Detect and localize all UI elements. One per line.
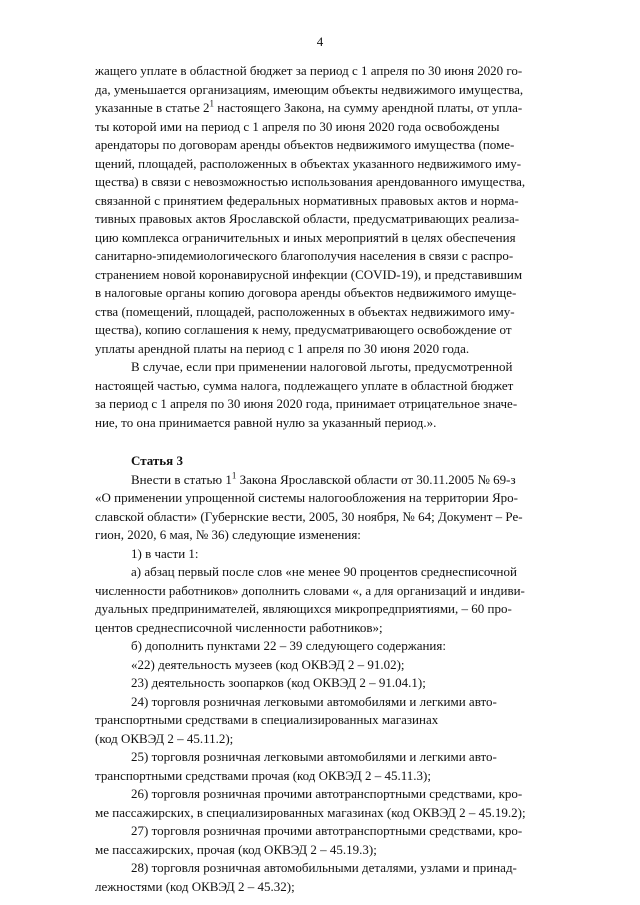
text-line: настоящей частью, сумма налога, подлежащего уплате в областной бюджет — [95, 377, 514, 393]
list-item: б) дополнить пунктами 22 – 39 следующего содержания: — [131, 638, 446, 653]
text-line: гион, 2020, 6 мая, № 36) следующие изменения: — [95, 527, 361, 542]
superscript: 1 — [209, 98, 215, 109]
text-line: «О применении упрощенной системы налогообложения на территории Яро- — [95, 490, 518, 505]
text-line: арендаторы по договорам аренды объектов недвижимого имущества (поме- — [95, 137, 515, 152]
text-line: 27) торговля розничная прочими автотранспортными средствами, кро- — [131, 823, 523, 838]
text-line: В случае, если при применении налоговой льготы, предусмотренной — [131, 359, 513, 374]
text-fragment: указанные в статье 2 — [95, 100, 210, 115]
text-line: ты которой ими на период с 1 апреля по 30 июня 2020 года освобождены — [95, 118, 500, 134]
text-fragment: настоящего Закона, на сумму арендной платы, от упла- — [214, 100, 523, 115]
superscript: 1 — [231, 470, 237, 481]
paragraph-tax-reduction — [95, 62, 595, 358]
spacer — [95, 432, 595, 452]
text-line: а) абзац первый после слов «не менее 90 процентов среднесписочной — [131, 564, 517, 579]
list-item: 1) в части 1: — [131, 545, 199, 561]
text-line: ме пассажирских, прочая (код ОКВЭД 2 – 45.19.3); — [95, 841, 377, 857]
article-3 — [95, 452, 595, 896]
text-line: 24) торговля розничная легковыми автомобилями и легкими авто- — [131, 693, 497, 709]
text-line — [95, 99, 595, 118]
text-fragment: Внести в статью 1 — [131, 471, 232, 487]
text-line: за период с 1 апреля по 30 июня 2020 года, принимает отрицательное значе- — [95, 396, 518, 411]
text-line: цию комплекса ограничительных и иных мероприятий в целях обеспечения — [95, 229, 516, 245]
list-item: 23) деятельность зоопарков (код ОКВЭД 2 – 91.04.1); — [131, 675, 426, 690]
text-line: численности работников» дополнить словами «, а для организаций и индиви- — [95, 582, 525, 598]
text-line: связанной с принятием федеральных нормативных правовых актов и норма- — [95, 192, 519, 208]
text-line: в налоговые органы копию договора аренды объектов недвижимого имуще- — [95, 285, 517, 300]
text-line: странением новой коронавирусной инфекции (COVID-19), и представившим — [95, 266, 523, 282]
text-line: щений, площадей, расположенных в объектах указанного недвижимого иму- — [95, 155, 522, 171]
text-line: тивных правовых актов Ярославской области, предусматривающих реализа- — [95, 211, 520, 226]
text-line — [95, 471, 595, 490]
text-line: транспортными средствами прочая (код ОКВЭД 2 – 45.11.3); — [95, 767, 431, 783]
text-line: санитарно-эпидемиологического благополучия населения в связи с распро- — [95, 248, 514, 263]
text-line: ние, то она принимается равной нулю за указанный период.». — [95, 414, 437, 430]
text-line: ства (помещений, площадей, расположенных в объектах недвижимого иму- — [95, 303, 515, 319]
text-line: да, уменьшается организациям, имеющим объекты недвижимого имущества, — [95, 81, 524, 97]
text-fragment: Закона Ярославской области от 30.11.2005 № 69-з — [236, 471, 516, 487]
text-line: щества) в связи с невозможностью использования арендованного имущества, — [95, 174, 526, 189]
document-body — [95, 62, 595, 896]
text-line: 25) торговля розничная легковыми автомобилями и легкими авто- — [131, 749, 497, 764]
list-item: «22) деятельность музеев (код ОКВЭД 2 – 91.02); — [131, 656, 405, 672]
text-line: дуальных предпринимателей, являющихся микропредприятиями, – 60 про- — [95, 601, 512, 616]
paragraph-negative-value — [95, 358, 595, 432]
text-line: щества), копию соглашения к нему, предусматривающего освобождение от — [95, 322, 512, 337]
article-heading: Статья 3 — [131, 453, 183, 468]
text-line: транспортными средствами в специализированных магазинах — [95, 712, 439, 727]
text-line: 28) торговля розничная автомобильными деталями, узлами и принад- — [131, 860, 517, 875]
text-line: уплаты арендной платы на период с 1 апреля по 30 июня 2020 года. — [95, 340, 470, 356]
text-line: центов среднесписочной численности работников»; — [95, 619, 383, 635]
text-line: (код ОКВЭД 2 – 45.11.2); — [95, 730, 234, 746]
text-line: ме пассажирских, в специализированных магазинах (код ОКВЭД 2 – 45.19.2); — [95, 804, 526, 820]
page-number: 4 — [316, 34, 324, 49]
text-line: славской области» (Губернские вести, 2005, 30 ноября, № 64; Документ – Ре- — [95, 508, 523, 524]
text-line: 26) торговля розничная прочими автотранспортными средствами, кро- — [131, 786, 523, 801]
text-line: жащего уплате в областной бюджет за период с 1 апреля по 30 июня 2020 го- — [95, 63, 523, 78]
text-line: лежностями (код ОКВЭД 2 – 45.32); — [95, 878, 295, 894]
